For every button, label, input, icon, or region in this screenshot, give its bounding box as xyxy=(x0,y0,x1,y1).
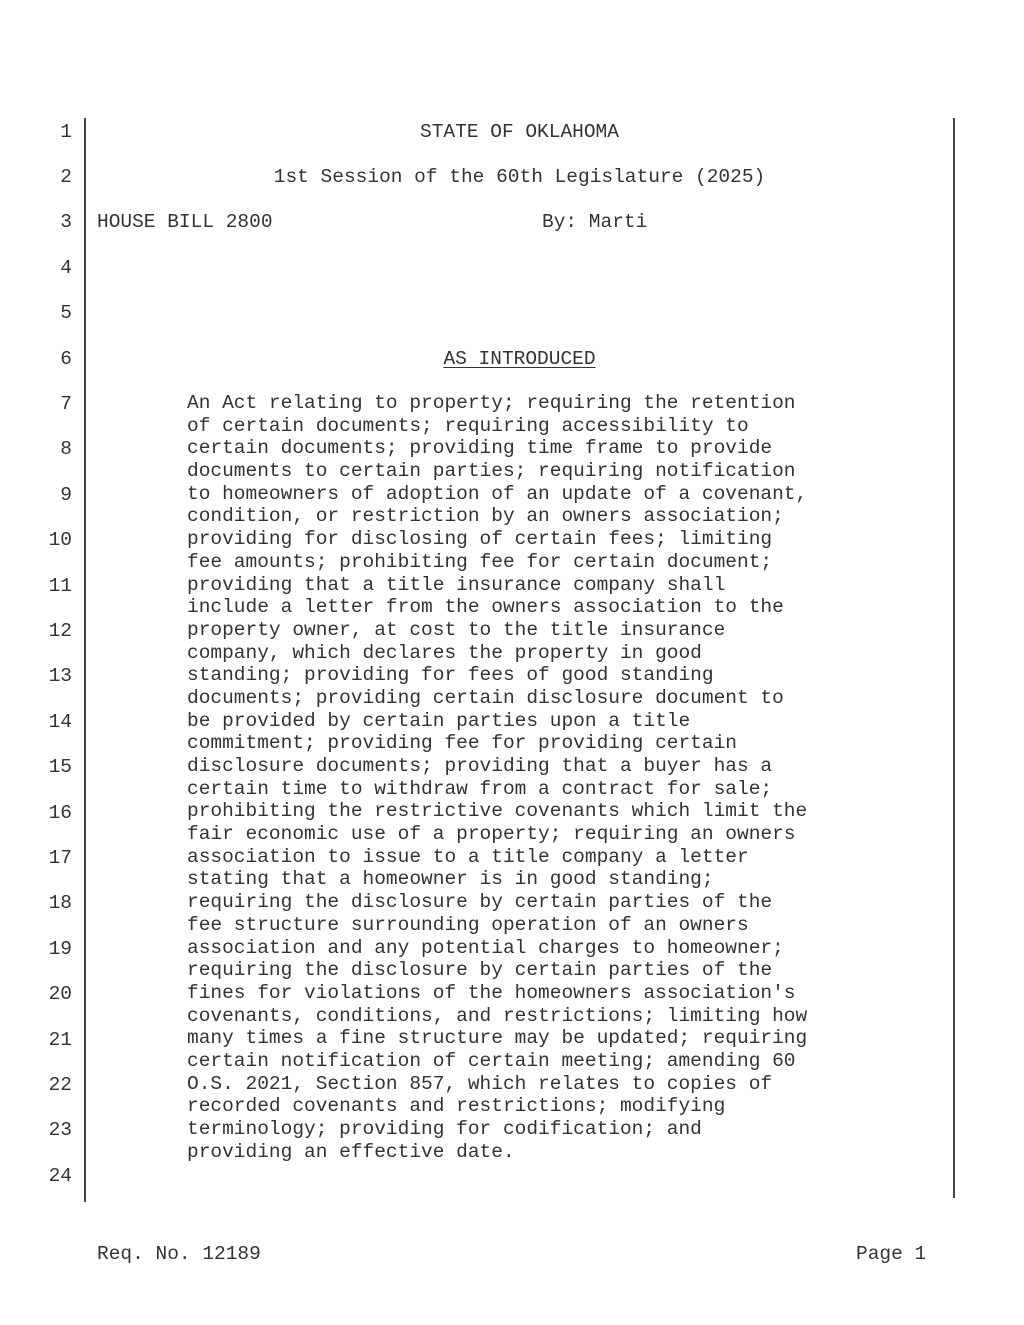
bill-number: HOUSE BILL 2800 xyxy=(97,211,273,233)
abstract-line: providing that a title insurance company shall xyxy=(187,573,726,596)
abstract-line: certain time to withdraw from a contract for sale; xyxy=(187,777,773,800)
line-number: 12 xyxy=(48,620,72,642)
status-label: AS INTRODUCED xyxy=(443,348,596,370)
status-heading xyxy=(86,347,953,371)
abstract-line: certain notification of certain meeting; amending 60 xyxy=(187,1049,796,1072)
abstract-line: O.S. 2021, Section 857, which relates to copies of xyxy=(187,1072,773,1095)
line-number: 1 xyxy=(60,121,72,143)
line-number: 20 xyxy=(48,983,72,1005)
abstract-line: commitment; providing fee for providing certain xyxy=(187,732,737,755)
abstract-line: disclosure documents; providing that a buyer has a xyxy=(187,755,773,777)
abstract-line: certain documents; providing time frame to provide xyxy=(187,437,773,460)
left-margin-rule xyxy=(84,118,86,1202)
session-heading: 1st Session of the 60th Legislature (2025) xyxy=(273,166,766,188)
line-number: 15 xyxy=(48,756,72,778)
line-number: 5 xyxy=(60,302,72,324)
abstract-line: requiring the disclosure by certain parties of the xyxy=(187,891,773,914)
bill-author: By: Marti xyxy=(542,211,648,233)
line-number: 23 xyxy=(48,1119,72,1141)
abstract-line: company, which declares the property in good xyxy=(187,641,702,664)
abstract-line: covenants, conditions, and restrictions; limiting how xyxy=(187,1004,808,1027)
abstract-line: documents to certain parties; requiring notification xyxy=(187,460,796,483)
abstract-line: fair economic use of a property; requiring an owners xyxy=(187,823,796,846)
abstract-line: stating that a homeowner is in good standing; xyxy=(187,868,714,891)
abstract-line: recorded covenants and restrictions; modifying xyxy=(187,1095,726,1118)
line-number: 17 xyxy=(48,847,72,869)
line-number: 6 xyxy=(60,348,72,370)
right-margin-rule xyxy=(953,118,955,1198)
page-number: Page 1 xyxy=(856,1243,927,1265)
line-number: 9 xyxy=(60,484,72,506)
abstract-line: be provided by certain parties upon a title xyxy=(187,709,691,732)
abstract-line: An Act relating to property; requiring the retention xyxy=(187,392,796,414)
abstract-line: fee structure surrounding operation of an owners xyxy=(187,913,749,936)
line-number: 16 xyxy=(48,802,72,824)
abstract-line: include a letter from the owners association to the xyxy=(187,596,784,619)
abstract-line: many times a fine structure may be updated; requiring xyxy=(187,1027,808,1050)
abstract-line: property owner, at cost to the title insurance xyxy=(187,618,726,641)
abstract-line: providing for disclosing of certain fees; limiting xyxy=(187,528,773,551)
abstract-line: fee amounts; prohibiting fee for certain document; xyxy=(187,550,773,573)
line-number: 3 xyxy=(60,211,72,233)
line-number: 22 xyxy=(48,1074,72,1096)
line-number: 21 xyxy=(48,1029,72,1051)
line-number: 13 xyxy=(48,665,72,687)
abstract-line: to homeowners of adoption of an update of a covenant, xyxy=(187,482,808,505)
line-number: 2 xyxy=(60,166,72,188)
bill-abstract xyxy=(187,392,847,1163)
line-number: 8 xyxy=(60,438,72,460)
abstract-line: terminology; providing for codification; and xyxy=(187,1118,702,1140)
line-number: 18 xyxy=(48,892,72,914)
line-number: 11 xyxy=(48,575,72,597)
abstract-line: standing; providing for fees of good standing xyxy=(187,664,714,687)
line-number: 4 xyxy=(60,257,72,279)
abstract-line: condition, or restriction by an owners association; xyxy=(187,505,784,528)
abstract-line: association to issue to a title company a letter xyxy=(187,845,749,868)
abstract-line: of certain documents; requiring accessibility to xyxy=(187,414,749,437)
request-number: Req. No. 12189 xyxy=(97,1243,261,1265)
abstract-line: prohibiting the restrictive covenants which limit the xyxy=(187,800,808,823)
abstract-line: fines for violations of the homeowners association's xyxy=(187,981,796,1004)
line-number: 10 xyxy=(48,529,72,551)
abstract-line: providing an effective date. xyxy=(187,1140,515,1163)
abstract-line: documents; providing certain disclosure document to xyxy=(187,686,784,709)
line-number: 19 xyxy=(48,938,72,960)
line-number: 14 xyxy=(48,711,72,733)
abstract-line: association and any potential charges to homeowner; xyxy=(187,936,784,959)
state-heading: STATE OF OKLAHOMA xyxy=(420,121,619,143)
line-number: 24 xyxy=(48,1165,72,1187)
abstract-line: requiring the disclosure by certain parties of the xyxy=(187,959,773,982)
line-number: 7 xyxy=(60,393,72,415)
